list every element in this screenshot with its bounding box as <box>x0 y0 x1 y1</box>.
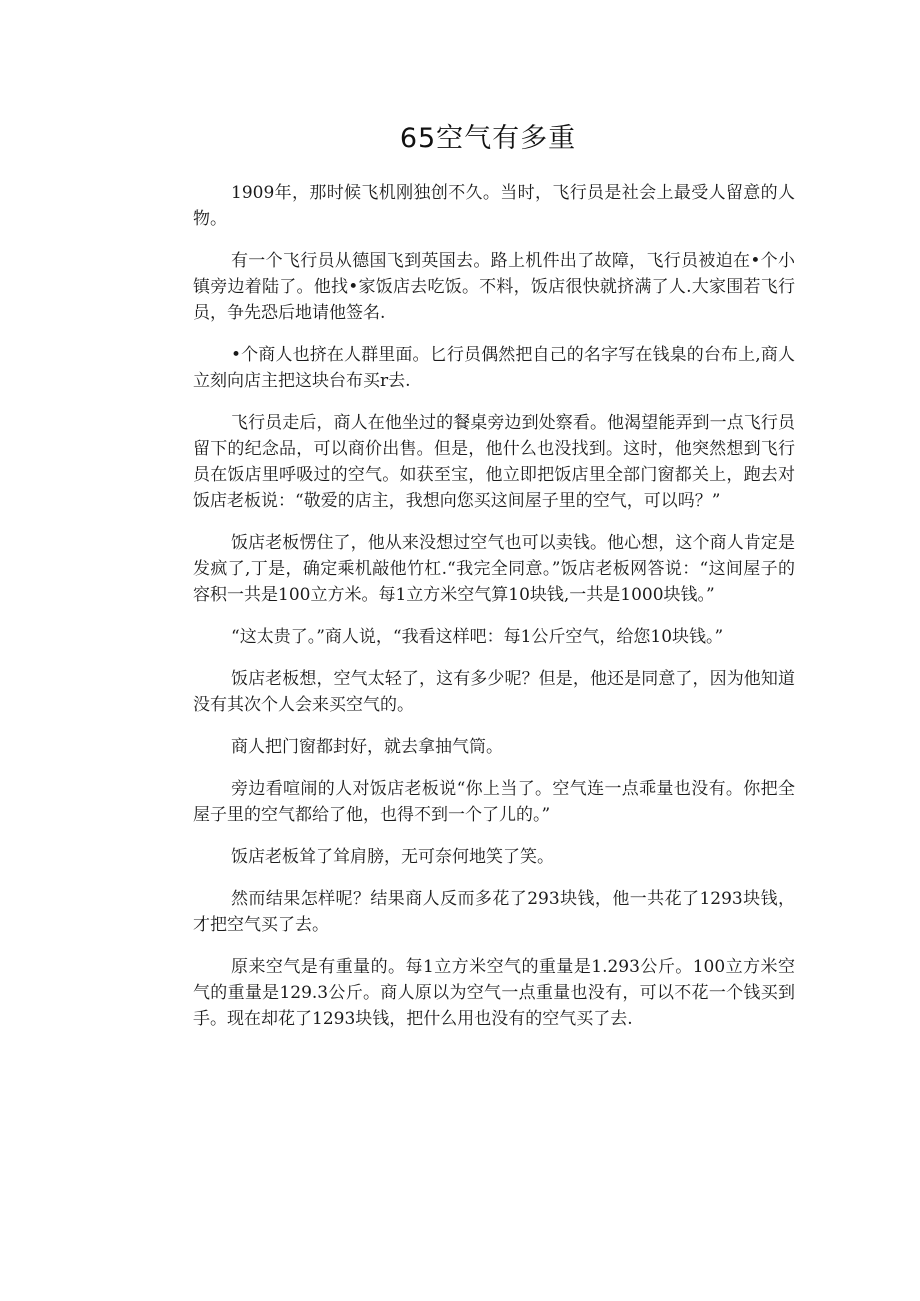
page-title: 65空气有多重 <box>399 123 577 154</box>
paragraph-12: 原来空气是有重量的。每1立方米空气的重量是1.293公斤。100立方米空气的重量是129.3公斤。商人原以为空气一点重量也没有，可以不花一个钱买到手。现在却花了1293块钱，把什么用也没有的空气买了去. <box>193 957 795 1029</box>
article-body <box>193 180 795 1048</box>
paragraph-5: 饭店老板愣住了，他从来没想过空气也可以卖钱。他心想，这个商人肯定是发疯了,丁是，确定乘机敲他竹杠.“我完全同意。”饭店老板网答说：“这间屋子的容积一共是100立方米。每1立方米空气算10块钱,一共是1000块钱。” <box>193 533 795 605</box>
paragraph-9: 旁边看喧闹的人对饭店老板说“你上当了。空气连一点乖量也没有。你把全屋子里的空气都给了他，也得不到一个了儿的。” <box>193 779 795 825</box>
paragraph-6: “这太贵了。”商人说，“我看这样吧：每1公斤空气，给您10块钱。” <box>231 627 724 647</box>
paragraph-4: 飞行员走后，商人在他坐过的餐桌旁边到处察看。他渴望能弄到一点飞行员留下的纪念品，可以商价出售。但是，他什么也没找到。这时，他突然想到飞行员在饭店里呼吸过的空气。如获至宝，他立即把饭店里全部门窗都关上，跑去对饭店老板说：“敬爱的店主，我想向您买这间屋子里的空气，可以吗？” <box>193 413 795 511</box>
paragraph-1: 1909年，那时候飞机刚独创不久。当时，飞行员是社会上最受人留意的人物。 <box>193 183 795 229</box>
paragraph-7: 饭店老板想，空气太轻了，这有多少呢？但是，他还是同意了，因为他知道没有其次个人会来买空气的。 <box>193 669 795 715</box>
paragraph-11: 然而结果怎样呢？结果商人反而多花了293块钱，他一共花了1293块钱，才把空气买了去。 <box>193 889 795 935</box>
paragraph-8: 商人把门窗都封好，就去拿抽气筒。 <box>231 737 503 757</box>
paragraph-3: •个商人也挤在人群里面。匕行员偶然把自己的名字写在钱臬的台布上,商人立刻向店主把这块台布买r去. <box>193 345 795 391</box>
paragraph-10: 饭店老板耸了耸肩膀，无可奈何地笑了笑。 <box>231 847 554 867</box>
paragraph-2: 有一个飞行员从德国飞到英国去。路上机件出了故障，飞行员被迫在•个小镇旁边着陆了。他找•家饭店去吃饭。不料，饭店很快就挤满了人.大家围若飞行员，争先恐后地请他签名. <box>193 251 795 323</box>
